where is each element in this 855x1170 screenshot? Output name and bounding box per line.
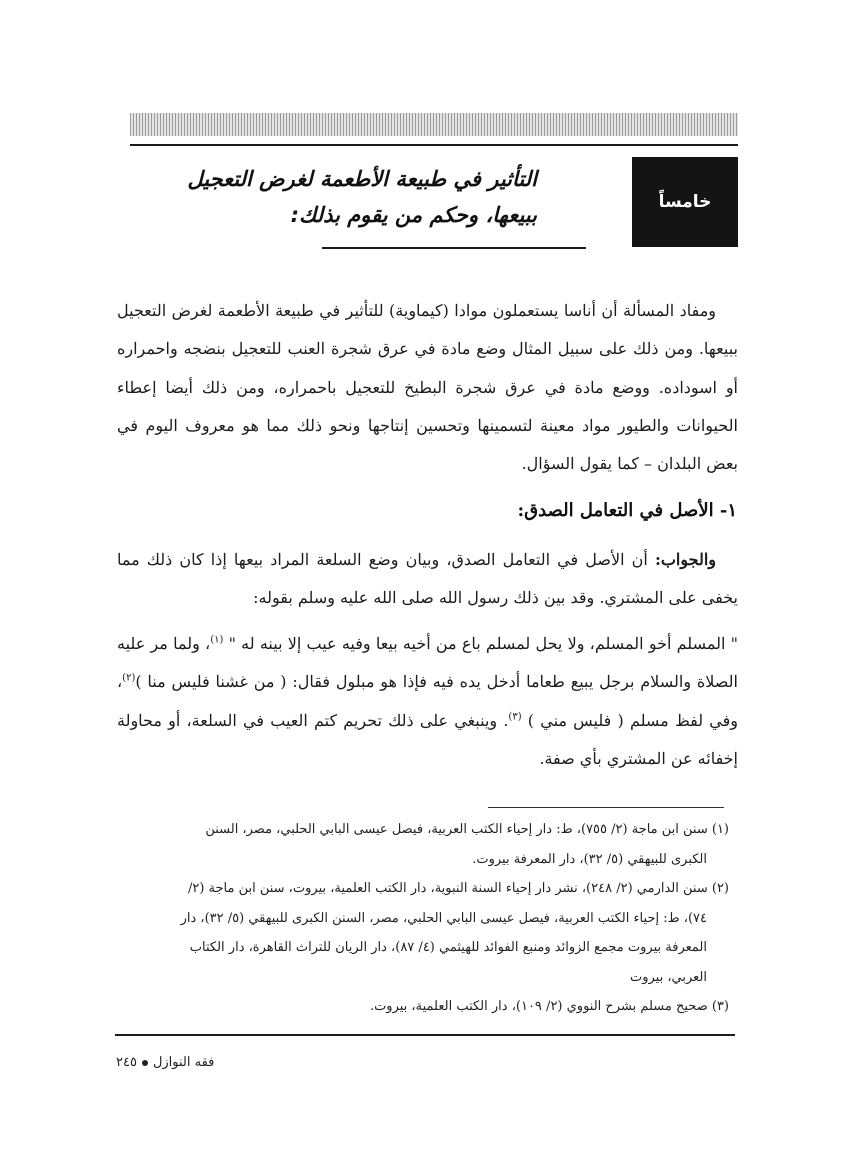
header-rule [130, 144, 738, 146]
hadith-text-1: " المسلم أخو المسلم، ولا يحل لمسلم باع من أخيه بيعا وفيه عيب إلا بينه له " [223, 634, 739, 653]
section-label: خامساً [658, 192, 712, 212]
book-title: فقه النوازل [152, 1055, 215, 1070]
footnote-1-line-2: الكبرى للبيهقي (٥/ ٣٢)، دار المعرفة بيروت. [472, 851, 707, 867]
hadith-text-3: ، وفي لفظ مسلم ( فليس مني ) [117, 672, 739, 730]
section-heading: ١- الأصل في التعامل الصدق: [517, 500, 737, 521]
intro-paragraph: ومفاد المسألة أن أناسا يستعملون موادا (كيماوية) للتأثير في طبيعة الأطعمة لغرض التعجيل ببيعها. ومن ذلك على سبيل المثال وضع مادة في عرق شجرة العنب للتعجيل بنضجه واحمراره أو اسوداده. ووضع مادة في عرق شجرة البطيخ للتعجيل باحمراره، ومن ذلك أيضا إعطاء الحيوانات والطيور مواد معينة لتسمينها وتحسين إنتاجها ونحو ذلك مما هو معروف اليوم في بعض البلدان – كما يقول السؤال. [117, 301, 738, 474]
footnote-ref-2[interactable]: (٢) [122, 672, 136, 684]
bullet-icon [142, 1060, 148, 1066]
hadith-text-2: ، ولما مر عليه الصلاة والسلام برجل يبيع طعاما أدخل يده فيه فإذا هو مبلول فقال: ( من غشنا فليس منا ) [117, 634, 739, 692]
footnote-2-line-3: المعرفة بيروت مجمع الزوائد ومنبع الفوائد للهيثمي (٤/ ٨٧)، دار الريان للتراث القاهرة، دار الكتاب [189, 940, 707, 955]
decorative-stripe [130, 113, 738, 136]
answer-paragraph [117, 541, 738, 618]
page-footer [116, 1055, 214, 1070]
page-number: ٢٤٥ [116, 1055, 137, 1070]
title-line-1: التأثير في طبيعة الأطعمة لغرض التعجيل [187, 167, 537, 191]
footnote-2-line-2: ٧٤)، ط: إحياء الكتب العربية، فيصل عيسى البابي الحلبي، مصر، السنن الكبرى للبيهقي (٥/ ٣٢)، دار [180, 910, 707, 926]
footer-rule [115, 1034, 735, 1036]
section-label-box [632, 157, 738, 247]
footnote-3: (٣) صحيح مسلم بشرح النووي (٢/ ١٠٩)، دار الكتب العلمية، بيروت. [369, 999, 729, 1014]
footnote-separator [488, 807, 724, 808]
hadith-paragraph [117, 625, 738, 778]
footnote-2-line-1: (٢) سنن الدارمي (٢/ ٢٤٨)، نشر دار إحياء السنة النبوية، دار الكتب العلمية، بيروت، سنن ابن ماجة (٢/ [187, 881, 729, 896]
footnote-2-line-4: العربي، بيروت [629, 969, 707, 985]
footnote-ref-3[interactable]: (٣) [508, 711, 522, 723]
title-underline [322, 247, 586, 249]
footnotes [117, 815, 729, 1022]
footnote-1-line-1: (١) سنن ابن ماجة (٢/ ٧٥٥)، ط: دار إحياء الكتب العربية، فيصل عيسى البابي الحلبي، مصر، السنن [205, 822, 729, 837]
footnote-ref-1[interactable]: (١) [210, 634, 224, 646]
answer-text: أن الأصل في التعامل الصدق، وبيان وضع السلعة المراد بيعها إذا كان ذلك مما يخفى على المشتري. وقد بين ذلك رسول الله صلى الله عليه وسلم بقوله: [117, 550, 738, 608]
answer-label: والجواب: [654, 550, 717, 569]
title-line-2: ببيعها، وحكم من يقوم بذلك: [290, 203, 537, 227]
page-title [117, 161, 537, 233]
hadith-text-4: . وينبغي على ذلك تحريم كتم العيب في السلعة، أو محاولة إخفائه عن المشتري بأي صفة. [117, 710, 738, 768]
